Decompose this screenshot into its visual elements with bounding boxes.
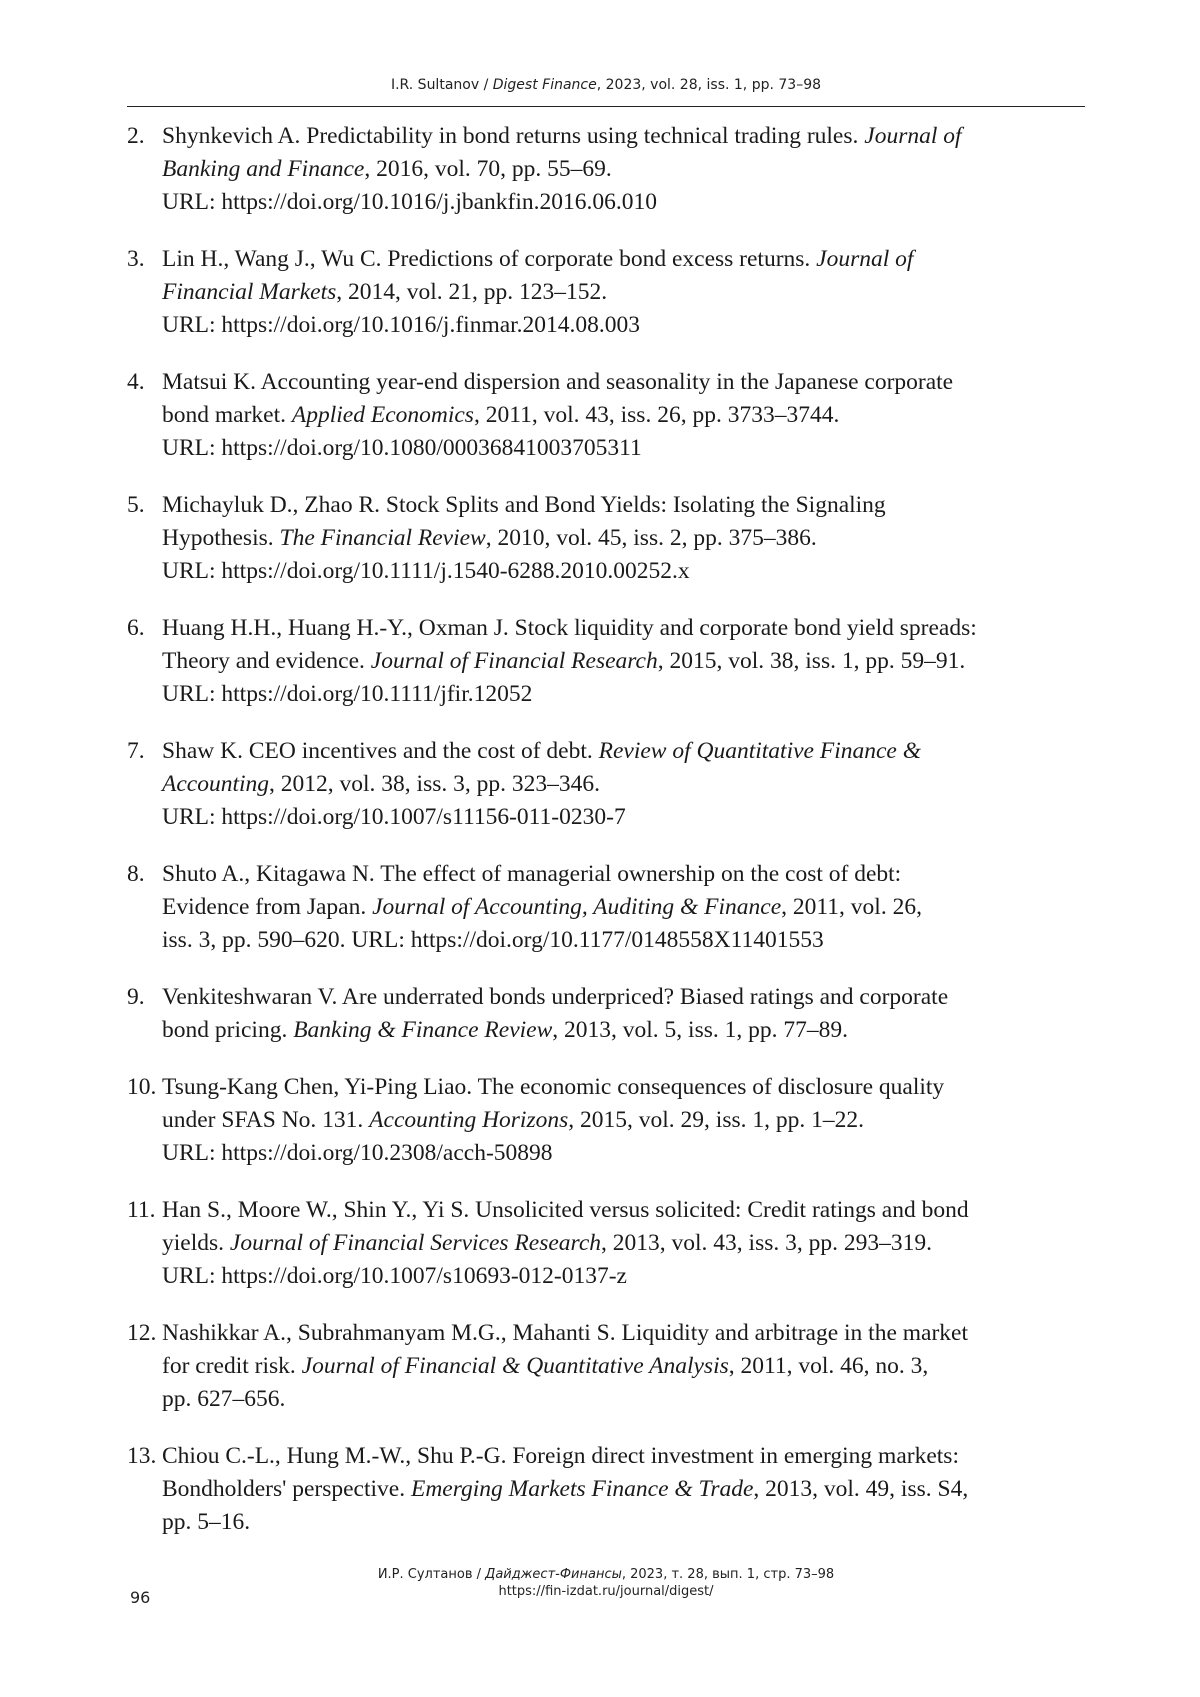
reference-text: for credit risk.: [162, 1353, 302, 1379]
reference-text: URL: https://doi.org/10.1016/j.finmar.2014.08.003: [162, 312, 641, 338]
reference-item: [127, 120, 1087, 219]
reference-text: Evidence from Japan.: [162, 894, 373, 920]
reference-item: [127, 858, 1087, 957]
header-author: I.R. Sultanov /: [390, 77, 493, 93]
reference-number: 11.: [127, 1197, 156, 1223]
reference-line: [162, 1194, 1087, 1227]
reference-line: [162, 276, 1087, 309]
reference-line: [162, 1137, 1087, 1170]
journal-title: Accounting: [162, 771, 270, 797]
reference-line: [162, 981, 1087, 1014]
header-rule: [127, 106, 1085, 107]
reference-line: [162, 366, 1087, 399]
reference-text: , 2011, vol. 26,: [781, 894, 922, 920]
header-journal: Digest Finance: [492, 77, 597, 93]
reference-text: Matsui K. Accounting year-end dispersion and seasonality in the Japanese corporate: [162, 369, 954, 395]
reference-text: , 2015, vol. 38, iss. 1, pp. 59–91.: [657, 648, 966, 674]
running-footer: [127, 1566, 1085, 1600]
reference-line: [162, 1440, 1087, 1473]
reference-text: Shuto A., Kitagawa N. The effect of managerial ownership on the cost of debt:: [162, 861, 902, 887]
reference-text: Tsung-Kang Chen, Yi-Ping Liao. The economic consequences of disclosure quality: [162, 1074, 945, 1100]
reference-text: URL: https://doi.org/10.2308/acch-50898: [162, 1140, 553, 1166]
reference-line: [162, 153, 1087, 186]
reference-item: [127, 1071, 1087, 1170]
reference-number: 3.: [127, 246, 145, 272]
reference-line: [162, 522, 1087, 555]
reference-line: [162, 1227, 1087, 1260]
reference-item: [127, 1317, 1087, 1416]
reference-text: pp. 627–656.: [162, 1386, 286, 1412]
journal-title: Journal of Financial Services Research: [229, 1230, 602, 1256]
reference-line: [162, 489, 1087, 522]
journal-title: The Financial Review: [279, 525, 486, 551]
reference-text: , 2013, vol. 5, iss. 1, pp. 77–89.: [552, 1017, 848, 1043]
reference-line: [162, 1014, 1087, 1047]
reference-text: , 2015, vol. 29, iss. 1, pp. 1–22.: [568, 1107, 864, 1133]
reference-item: [127, 489, 1087, 588]
reference-item: [127, 735, 1087, 834]
page-number: 96: [130, 1588, 151, 1607]
reference-line: [162, 309, 1087, 342]
reference-item: [127, 243, 1087, 342]
reference-line: [162, 1473, 1087, 1506]
reference-text: Shynkevich A. Predictability in bond returns using technical trading rules.: [162, 123, 865, 149]
reference-text: bond market.: [162, 402, 292, 428]
reference-number: 7.: [127, 738, 145, 764]
reference-text: , 2013, vol. 49, iss. S4,: [753, 1476, 969, 1502]
reference-text: , 2010, vol. 45, iss. 2, pp. 375–386.: [485, 525, 817, 551]
journal-title: Banking & Finance Review: [293, 1017, 553, 1043]
reference-line: [162, 1104, 1087, 1137]
reference-number: 6.: [127, 615, 145, 641]
footer-author: И.Р. Султанов /: [377, 1567, 486, 1582]
reference-text: Shaw K. CEO incentives and the cost of debt.: [162, 738, 599, 764]
reference-number: 8.: [127, 861, 145, 887]
reference-text: URL: https://doi.org/10.1111/jfir.12052: [162, 681, 533, 707]
reference-text: URL: https://doi.org/10.1007/s11156-011-0230-7: [162, 804, 626, 830]
reference-number: 10.: [127, 1074, 157, 1100]
reference-text: , 2016, vol. 70, pp. 55–69.: [364, 156, 612, 182]
reference-line: [162, 858, 1087, 891]
journal-title: Journal of: [864, 123, 962, 149]
reference-text: iss. 3, pp. 590–620. URL: https://doi.org/10.1177/0148558X11401553: [162, 927, 824, 953]
reference-line: [162, 891, 1087, 924]
journal-title: Journal of: [816, 246, 914, 272]
reference-number: 2.: [127, 123, 145, 149]
reference-text: , 2014, vol. 21, pp. 123–152.: [336, 279, 608, 305]
reference-text: Venkiteshwaran V. Are underrated bonds underpriced? Biased ratings and corporate: [162, 984, 949, 1010]
journal-title: Banking and Finance: [162, 156, 365, 182]
reference-text: URL: https://doi.org/10.1007/s10693-012-0137-z: [162, 1263, 627, 1289]
reference-text: Theory and evidence.: [162, 648, 371, 674]
reference-line: [162, 1260, 1087, 1293]
journal-title: Emerging Markets Finance & Trade: [410, 1476, 754, 1502]
reference-line: [162, 645, 1087, 678]
reference-text: Hypothesis.: [162, 525, 280, 551]
reference-line: [162, 186, 1087, 219]
reference-line: [162, 1071, 1087, 1104]
reference-text: Chiou C.-L., Hung M.-W., Shu P.-G. Foreign direct investment in emerging markets:: [162, 1443, 959, 1469]
reference-item: [127, 1440, 1087, 1539]
reference-line: [162, 432, 1087, 465]
journal-title: Journal of Accounting, Auditing & Finance: [372, 894, 782, 920]
journal-title: Journal of Financial & Quantitative Analysis: [301, 1353, 729, 1379]
reference-item: [127, 981, 1087, 1047]
reference-number: 5.: [127, 492, 145, 518]
reference-text: pp. 5–16.: [162, 1509, 251, 1535]
reference-text: Lin H., Wang J., Wu C. Predictions of corporate bond excess returns.: [162, 246, 817, 272]
journal-title: Accounting Horizons: [369, 1107, 569, 1133]
reference-item: [127, 1194, 1087, 1293]
reference-text: , 2013, vol. 43, iss. 3, pp. 293–319.: [601, 1230, 932, 1256]
reference-line: [162, 120, 1087, 153]
reference-list: [127, 120, 1087, 1563]
footer-details: , 2023, т. 28, вып. 1, стр. 73–98: [621, 1567, 835, 1582]
reference-text: , 2012, vol. 38, iss. 3, pp. 323–346.: [269, 771, 601, 797]
header-details: , 2023, vol. 28, iss. 1, pp. 73–98: [596, 77, 822, 93]
reference-line: [162, 678, 1087, 711]
footer-url[interactable]: https://fin-izdat.ru/journal/digest/: [498, 1584, 714, 1599]
reference-line: [162, 735, 1087, 768]
running-header: [127, 77, 1085, 93]
reference-line: [162, 612, 1087, 645]
reference-text: bond pricing.: [162, 1017, 294, 1043]
reference-line: [162, 1383, 1087, 1416]
reference-text: Huang H.H., Huang H.-Y., Oxman J. Stock liquidity and corporate bond yield spreads:: [162, 615, 977, 641]
reference-text: URL: https://doi.org/10.1016/j.jbankfin.2016.06.010: [162, 189, 658, 215]
journal-title: Review of Quantitative Finance &: [598, 738, 922, 764]
reference-line: [162, 1317, 1087, 1350]
reference-text: Michayluk D., Zhao R. Stock Splits and Bond Yields: Isolating the Signaling: [162, 492, 886, 518]
journal-title: Journal of Financial Research: [370, 648, 658, 674]
reference-text: , 2011, vol. 46, no. 3,: [728, 1353, 929, 1379]
reference-number: 4.: [127, 369, 145, 395]
reference-number: 12.: [127, 1320, 157, 1346]
journal-title: Financial Markets: [162, 279, 337, 305]
reference-line: [162, 555, 1087, 588]
reference-item: [127, 612, 1087, 711]
reference-line: [162, 243, 1087, 276]
footer-journal: Дайджест-Финансы: [485, 1567, 622, 1582]
reference-text: Nashikkar A., Subrahmanyam M.G., Mahanti S. Liquidity and arbitrage in the market: [162, 1320, 969, 1346]
reference-text: , 2011, vol. 43, iss. 26, pp. 3733–3744.: [473, 402, 840, 428]
reference-number: 9.: [127, 984, 145, 1010]
journal-title: Applied Economics: [291, 402, 474, 428]
reference-text: Bondholders' perspective.: [162, 1476, 411, 1502]
reference-line: [162, 924, 1087, 957]
reference-line: [162, 801, 1087, 834]
reference-line: [162, 768, 1087, 801]
reference-text: under SFAS No. 131.: [162, 1107, 370, 1133]
reference-text: URL: https://doi.org/10.1111/j.1540-6288.2010.00252.x: [162, 558, 690, 584]
reference-line: [162, 1350, 1087, 1383]
reference-text: yields.: [162, 1230, 230, 1256]
reference-line: [162, 399, 1087, 432]
reference-line: [162, 1506, 1087, 1539]
reference-text: URL: https://doi.org/10.1080/00036841003705311: [162, 435, 642, 461]
reference-item: [127, 366, 1087, 465]
reference-text: Han S., Moore W., Shin Y., Yi S. Unsolicited versus solicited: Credit ratings and bond: [162, 1197, 969, 1223]
reference-number: 13.: [127, 1443, 157, 1469]
